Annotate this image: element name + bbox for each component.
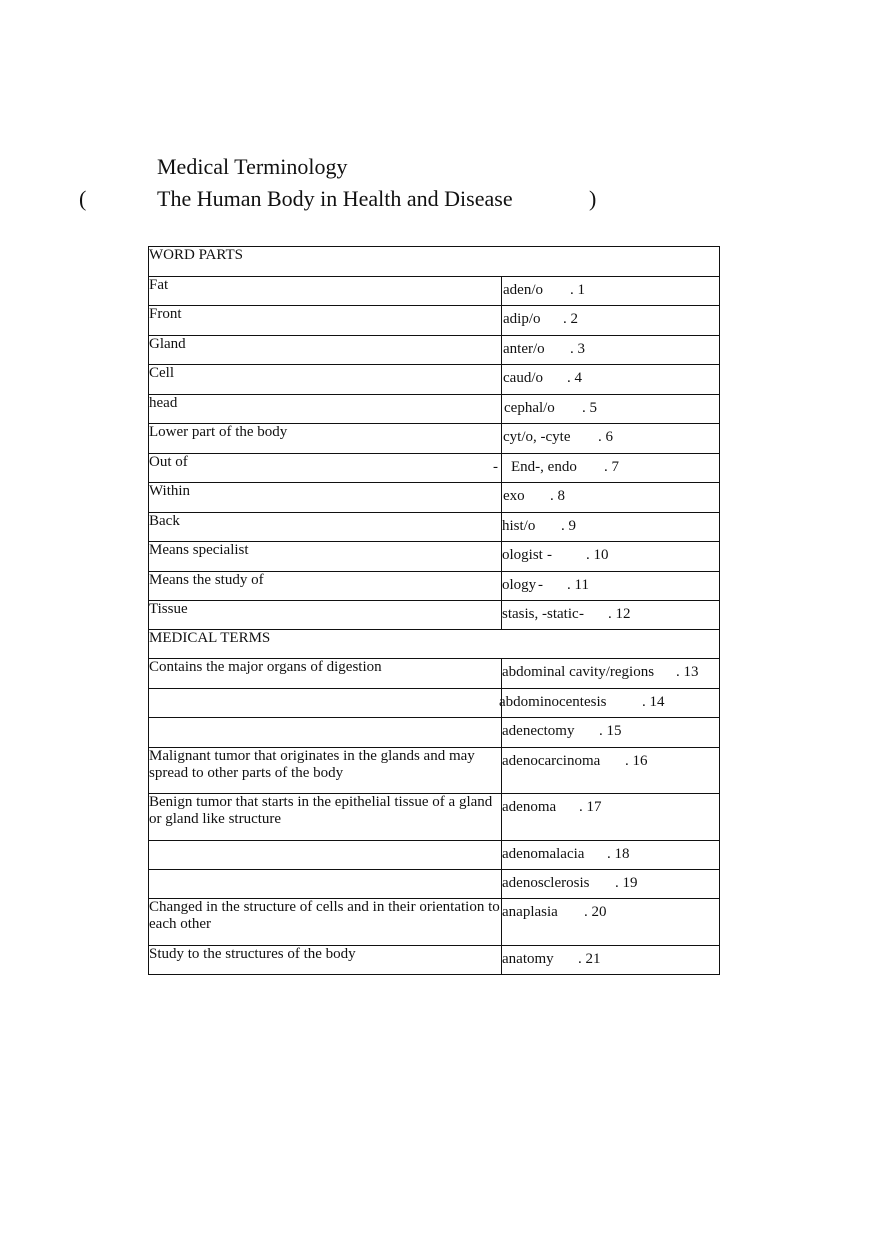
term-text: adenectomy — [502, 723, 575, 739]
term-dash: - — [579, 606, 584, 622]
term-cell — [502, 748, 720, 794]
open-parenthesis: ( — [79, 186, 87, 211]
table-row — [149, 513, 720, 542]
term-number: . 13 — [676, 664, 699, 680]
term-text: adenocarcinoma — [502, 753, 601, 769]
term-number: . 7 — [604, 459, 619, 475]
table-row — [149, 277, 720, 306]
term-cell — [499, 689, 720, 718]
term-dash: - — [538, 577, 543, 593]
term-text: adip/o — [503, 311, 541, 327]
term-cell — [502, 572, 720, 601]
term-number: . 19 — [615, 875, 638, 891]
term-text: abdominal cavity/regions — [502, 664, 655, 680]
close-parenthesis: ) — [589, 186, 597, 211]
definition-cell — [149, 870, 502, 899]
term-text: adenoma — [502, 799, 557, 815]
term-text: ology — [502, 577, 537, 593]
term-number: . 21 — [578, 951, 601, 967]
definition-cell: Gland — [149, 336, 502, 365]
terminology-table — [148, 246, 720, 975]
definition-cell: Means the study of — [149, 572, 502, 601]
term-cell — [502, 946, 720, 975]
term-cell — [502, 542, 720, 572]
term-cell — [502, 601, 720, 630]
term-text: anter/o — [503, 341, 545, 357]
definition-cell: Benign tumor that starts in the epithelial tissue of a gland or gland like structure — [149, 794, 502, 841]
term-text: abdominocentesis — [499, 694, 607, 710]
term-cell — [493, 454, 720, 483]
term-number: . 16 — [625, 753, 648, 769]
definition-cell: Front — [149, 306, 502, 336]
definition-cell: Malignant tumor that originates in the glands and may spread to other parts of the body — [149, 748, 502, 794]
definition-cell — [149, 841, 502, 870]
medical-terms-section-row — [149, 630, 720, 659]
term-number: . 17 — [579, 799, 602, 815]
term-text: hist/o — [502, 518, 536, 534]
table-row — [149, 601, 720, 630]
term-number: . 10 — [586, 547, 609, 563]
document-title: Medical Terminology — [157, 154, 348, 179]
definition-cell: Fat — [149, 277, 502, 306]
term-cell — [502, 513, 720, 542]
term-cell — [502, 336, 720, 365]
term-number: . 6 — [598, 429, 613, 445]
term-number: . 8 — [550, 488, 565, 504]
term-cell — [502, 718, 720, 748]
term-text: aden/o — [503, 282, 543, 298]
definition-cell: Study to the structures of the body — [149, 946, 502, 975]
definition-cell: head — [149, 395, 502, 424]
table-row — [149, 572, 720, 601]
table-row — [149, 395, 720, 424]
word-parts-section-heading: WORD PARTS — [149, 247, 720, 277]
term-number: . 4 — [567, 370, 582, 386]
term-cell — [502, 395, 720, 424]
definition-cell: Out of — [149, 454, 502, 483]
term-cell — [502, 483, 720, 513]
term-cell — [502, 899, 720, 946]
table-row — [149, 306, 720, 336]
term-dash: - — [493, 459, 498, 475]
definition-cell: Means specialist — [149, 542, 502, 572]
term-number: . 3 — [570, 341, 585, 357]
term-text: End-, endo — [511, 459, 577, 475]
term-cell — [502, 870, 720, 899]
table-row — [149, 336, 720, 365]
term-cell — [502, 277, 720, 306]
table-row — [149, 659, 720, 689]
table-row — [149, 794, 720, 841]
definition-cell: Lower part of the body — [149, 424, 502, 454]
term-cell — [502, 365, 720, 395]
document-subtitle: The Human Body in Health and Disease — [157, 186, 513, 211]
term-number: . 12 — [608, 606, 631, 622]
term-cell — [502, 424, 720, 454]
term-text: adenomalacia — [502, 846, 585, 862]
table-row — [149, 899, 720, 946]
term-cell — [502, 841, 720, 870]
term-dash: - — [547, 547, 552, 563]
term-text: cephal/o — [504, 400, 555, 416]
term-text: exo — [503, 488, 525, 504]
definition-cell: Back — [149, 513, 502, 542]
table-row — [149, 718, 720, 748]
term-number: . 15 — [599, 723, 622, 739]
term-cell — [502, 306, 720, 336]
term-cell — [502, 659, 720, 689]
definition-cell: Contains the major organs of digestion — [149, 659, 502, 689]
term-text: anatomy — [502, 951, 554, 967]
table-row — [149, 748, 720, 794]
table-row — [149, 841, 720, 870]
term-number: . 11 — [567, 577, 589, 593]
term-text: caud/o — [503, 370, 543, 386]
term-text: cyt/o, -cyte — [503, 429, 571, 445]
term-cell — [502, 794, 720, 841]
table-row — [149, 365, 720, 395]
term-number: . 5 — [582, 400, 597, 416]
definition-cell — [149, 689, 502, 718]
table-row — [149, 870, 720, 899]
definition-cell: Within — [149, 483, 502, 513]
table-row — [149, 424, 720, 454]
definition-cell: Tissue — [149, 601, 502, 630]
term-number: . 2 — [563, 311, 578, 327]
term-text: ologist — [502, 547, 543, 563]
table-row — [149, 689, 720, 718]
table-row — [149, 542, 720, 572]
term-text: adenosclerosis — [502, 875, 590, 891]
term-text: stasis, -static — [502, 606, 579, 622]
table-row — [149, 483, 720, 513]
term-number: . 14 — [642, 694, 665, 710]
term-number: . 18 — [607, 846, 630, 862]
term-number: . 1 — [570, 282, 585, 298]
term-number: . 9 — [561, 518, 576, 534]
terminology-table-body — [149, 247, 720, 975]
definition-cell: Cell — [149, 365, 502, 395]
table-row — [149, 946, 720, 975]
word-parts-section-row — [149, 247, 720, 277]
definition-cell: Changed in the structure of cells and in their orientation to each other — [149, 899, 502, 946]
definition-cell — [149, 718, 502, 748]
term-text: anaplasia — [502, 904, 558, 920]
medical-terms-section-heading: MEDICAL TERMS — [149, 630, 720, 659]
term-number: . 20 — [584, 904, 607, 920]
table-row — [149, 454, 720, 483]
